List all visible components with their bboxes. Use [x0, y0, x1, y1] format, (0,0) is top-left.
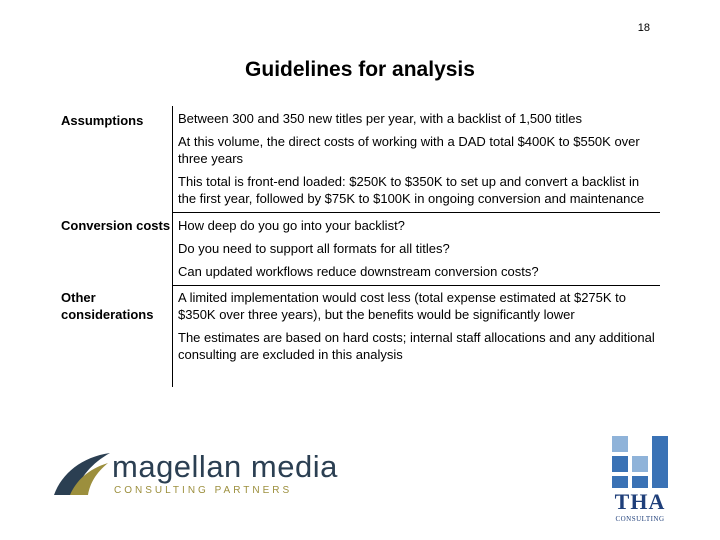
list-item: How deep do you go into your backlist? — [178, 218, 405, 233]
list-item: Can updated workflows reduce downstream conversion costs? — [178, 264, 539, 279]
tha-name: THA — [614, 489, 666, 514]
magellan-media-logo — [52, 447, 338, 499]
row-label-conversion-costs: Conversion costs — [61, 218, 171, 233]
list-item: At this volume, the direct costs of working with a DAD total $400K to $550K over three years — [178, 134, 640, 166]
tha-squares-icon — [612, 436, 668, 488]
magellan-swoosh-icon — [52, 447, 112, 499]
page-number: 18 — [637, 22, 650, 34]
row-content-other-considerations — [172, 286, 660, 387]
slide-title: Guidelines for analysis — [245, 58, 475, 81]
list-item: The estimates are based on hard costs; internal staff allocations and any additional consulting are excluded in this analysis — [178, 330, 655, 362]
list-item: Between 300 and 350 new titles per year, with a backlist of 1,500 titles — [178, 111, 582, 126]
list-item: Do you need to support all formats for all titles? — [178, 241, 450, 256]
row-content-conversion-costs — [172, 213, 660, 285]
list-item: This total is front-end loaded: $250K to $350K to set up and convert a backlist in the first year, followed by $75K to $100K in ongoing conversion and maintenance — [178, 174, 645, 206]
row-label-assumptions: Assumptions — [61, 113, 144, 128]
row-content-assumptions — [172, 106, 660, 212]
table-row-conversion-costs — [55, 213, 666, 285]
table-row-other-considerations — [55, 286, 666, 387]
magellan-name: magellan media — [112, 449, 338, 484]
tha-tagline: CONSULTING — [615, 515, 665, 523]
guidelines-table — [55, 106, 666, 387]
magellan-tagline: CONSULTING PARTNERS — [114, 485, 293, 496]
row-label-other-considerations: Other considerations — [61, 290, 154, 322]
tha-consulting-logo — [612, 436, 668, 526]
list-item: A limited implementation would cost less (total expense estimated at $275K to $350K over three years), but the benefits would be significantly lower — [178, 290, 627, 322]
table-row-assumptions — [55, 106, 666, 212]
